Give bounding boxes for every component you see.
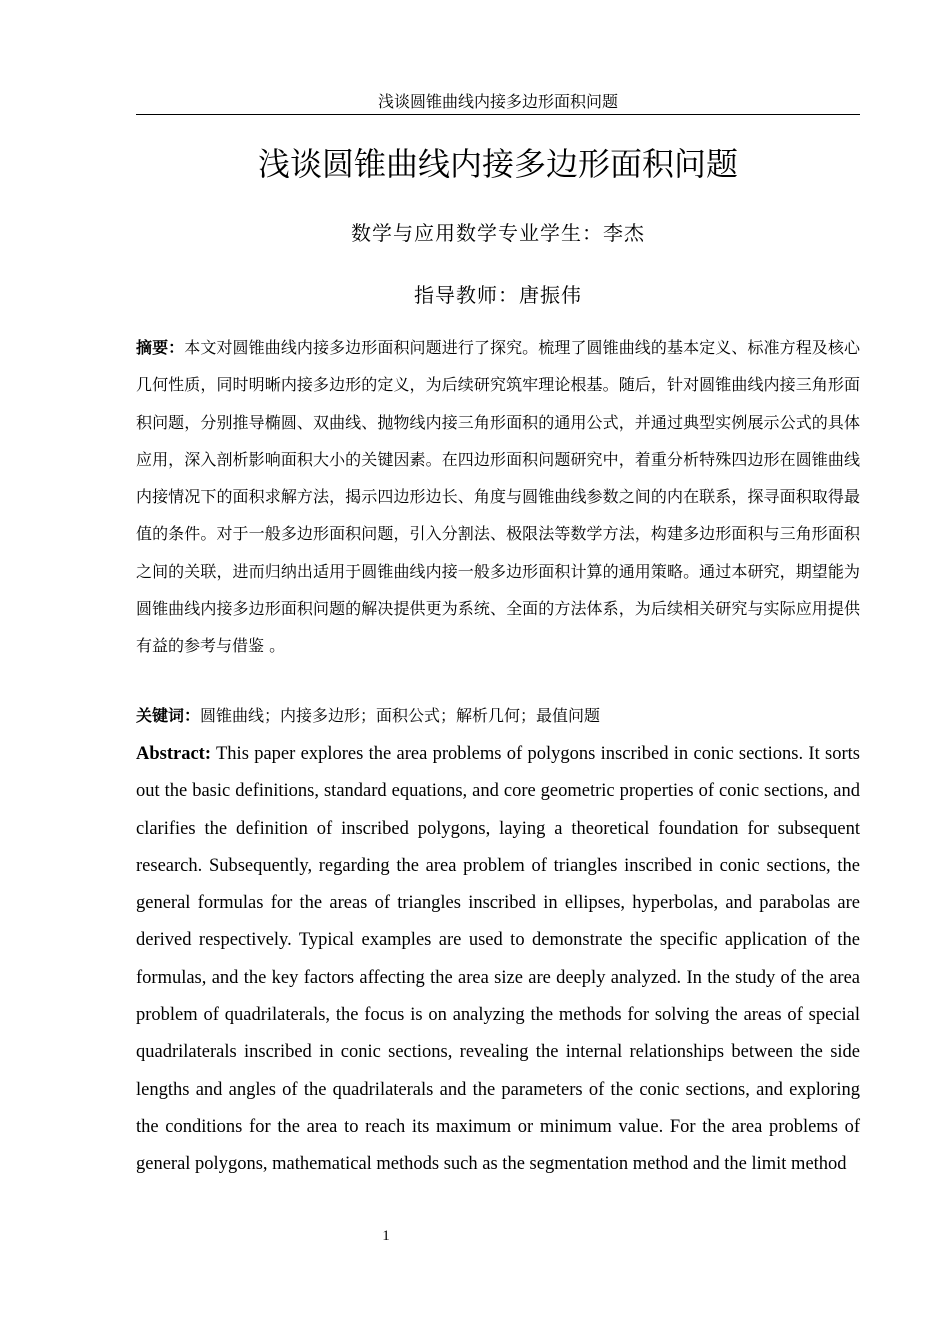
chinese-abstract-label: 摘要： bbox=[136, 338, 185, 357]
chinese-keywords-label: 关键词： bbox=[136, 706, 201, 725]
chinese-abstract-text: 本文对圆锥曲线内接多边形面积问题进行了探究。梳理了圆锥曲线的基本定义、标准方程及核心几何性质，同时明晰内接多边形的定义，为后续研究筑牢理论根基。随后，针对圆锥曲线内接三角形面积问题，分别推导椭圆、双曲线、抛物线内接三角形面积的通用公式，并通过典型实例展示公式的具体应用，深入剖析影响面积大小的关键因素。在四边形面积问题研究中，着重分析特殊四边形在圆锥曲线内接情况下的面积求解方法，揭示四边形边长、角度与圆锥曲线参数之间的内在联系，探寻面积取得最值的条件。对于一般多边形面积问题，引入分割法、极限法等数学方法，构建多边形面积与三角形面积之间的关联，进而归纳出适用于圆锥曲线内接一般多边形面积计算的通用策略。通过本研究，期望能为圆锥曲线内接多边形面积问题的解决提供更为系统、全面的方法体系，为后续相关研究与实际应用提供有益的参考与借鉴 。 bbox=[136, 338, 860, 656]
english-abstract bbox=[136, 736, 860, 1184]
english-abstract-text: This paper explores the area problems of polygons inscribed in conic sections. It sorts out the basic definitions, standard equations, and core geometric properties of conic sections, and clarifies the definition of inscribed polygons, laying a theoretical foundation for subsequent research. Subsequently, regarding the area problem of triangles inscribed in conic sections, the general formulas for the areas of triangles inscribed in ellipses, hyperbolas, and parabolas are derived respectively. Typical examples are used to demonstrate the specific application of the formulas, and the key factors affecting the area size are deeply analyzed. In the study of the area problem of quadrilaterals, the focus is on analyzing the methods for solving the areas of special quadrilaterals inscribed in conic sections, revealing the internal relationships between the side lengths and angles of the quadrilaterals and the parameters of the conic sections, and exploring the conditions for the area to reach its maximum or minimum value. For the area problems of general polygons, mathematical methods such as the segmentation method and the limit method bbox=[136, 744, 860, 1175]
english-abstract-label: Abstract: bbox=[136, 744, 212, 764]
author-line: 数学与应用数学专业学生：李杰 bbox=[351, 221, 645, 245]
paper-title: 浅谈圆锥曲线内接多边形面积问题 bbox=[257, 145, 738, 183]
running-header: 浅谈圆锥曲线内接多边形面积问题 bbox=[136, 92, 860, 115]
page-number: 1 bbox=[382, 1228, 390, 1244]
advisor-line: 指导教师：唐振伟 bbox=[414, 283, 582, 307]
chinese-keywords-text: 圆锥曲线；内接多边形；面积公式；解析几何；最值问题 bbox=[200, 706, 601, 725]
chinese-keywords bbox=[136, 700, 860, 732]
chinese-abstract bbox=[136, 329, 860, 665]
